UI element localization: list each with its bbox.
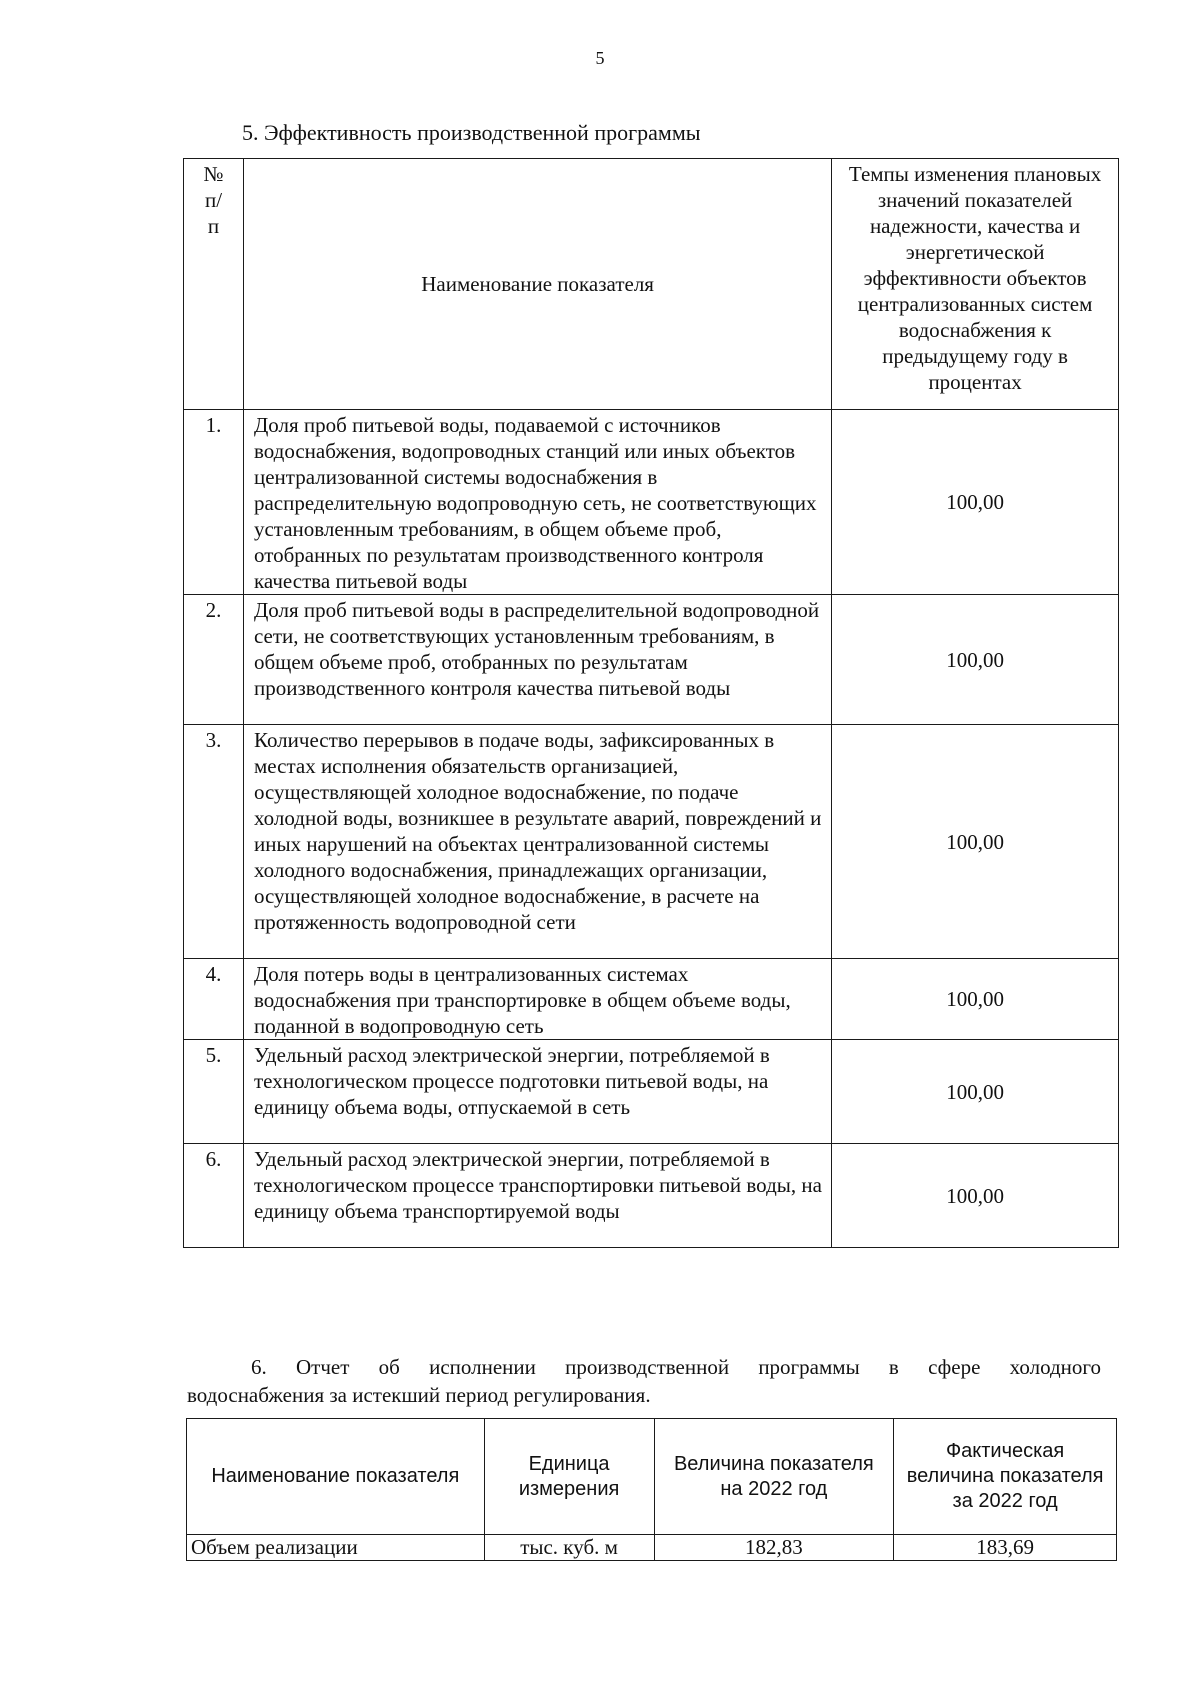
section5-title: 5. Эффективность производственной программы bbox=[242, 120, 701, 145]
row-num: 6. bbox=[184, 1144, 244, 1248]
report-table-header bbox=[187, 1419, 1117, 1535]
header-unit: Единица измерения bbox=[484, 1419, 654, 1535]
report-table bbox=[186, 1418, 1117, 1561]
row-name: Удельный расход электрической энергии, потребляемой в технологическом процессе подготовки питьевой воды, на единицу объема воды, отпускаемой в сеть bbox=[243, 1040, 831, 1144]
header-num: № п/п bbox=[184, 159, 244, 410]
row-plan: 182,83 bbox=[654, 1535, 894, 1561]
table-row bbox=[184, 725, 1119, 959]
row-unit: тыс. куб. м bbox=[484, 1535, 654, 1561]
row-name: Доля проб питьевой воды, подаваемой с источников водоснабжения, водопроводных станций или иных объектов централизованной системы водоснабжения в распределительную водопроводную сеть, не соответствующих установленным требованиям, в общем объеме проб, отобранных по результатам производственного контроля качества питьевой воды bbox=[243, 410, 831, 595]
row-name: Доля потерь воды в централизованных системах водоснабжения при транспортировке в общем объеме воды, поданной в водопроводную сеть bbox=[243, 959, 831, 1040]
table-row bbox=[184, 959, 1119, 1040]
row-value: 100,00 bbox=[832, 595, 1119, 725]
efficiency-table-header bbox=[184, 159, 1119, 410]
table-row bbox=[184, 1040, 1119, 1144]
row-num: 1. bbox=[184, 410, 244, 595]
section6-title-line1: 6. Отчет об исполнении производственной программы в сфере холодного bbox=[251, 1355, 1101, 1379]
row-value: 100,00 bbox=[832, 410, 1119, 595]
table-row bbox=[187, 1535, 1117, 1561]
row-name: Доля проб питьевой воды в распределительной водопроводной сети, не соответствующих установленным требованиям, в общем объеме проб, отобранных по результатам производственного контроля качества питьевой воды bbox=[243, 595, 831, 725]
efficiency-table bbox=[183, 158, 1119, 1248]
row-name: Объем реализации bbox=[187, 1535, 485, 1561]
table-row bbox=[184, 1144, 1119, 1248]
row-name: Количество перерывов в подаче воды, зафиксированных в местах исполнения обязательств организацией, осуществляющей холодное водоснабжение, по подаче холодной воды, возникшее в результате аварий, повреждений и иных нарушений на объектах централизованной системы холодного водоснабжения, принадлежащих организации, осуществляющей холодное водоснабжение, в расчете на протяженность водопроводной сети bbox=[243, 725, 831, 959]
row-value: 100,00 bbox=[832, 1040, 1119, 1144]
row-num: 3. bbox=[184, 725, 244, 959]
row-value: 100,00 bbox=[832, 959, 1119, 1040]
row-num: 2. bbox=[184, 595, 244, 725]
row-actual: 183,69 bbox=[894, 1535, 1117, 1561]
row-num: 4. bbox=[184, 959, 244, 1040]
header-rate: Темпы изменения плановых значений показателей надежности, качества и энергетической эффективности объектов централизованных систем водоснабжения к предыдущему году в процентах bbox=[832, 159, 1119, 410]
section6-title bbox=[187, 1353, 1101, 1409]
row-value: 100,00 bbox=[832, 1144, 1119, 1248]
table-row bbox=[184, 595, 1119, 725]
row-value: 100,00 bbox=[832, 725, 1119, 959]
header-actual: Фактическая величина показателя за 2022 год bbox=[894, 1419, 1117, 1535]
header-name: Наименование показателя bbox=[187, 1419, 485, 1535]
table-row bbox=[184, 410, 1119, 595]
row-name: Удельный расход электрической энергии, потребляемой в технологическом процессе транспортировки питьевой воды, на единицу объема транспортируемой воды bbox=[243, 1144, 831, 1248]
header-plan: Величина показателя на 2022 год bbox=[654, 1419, 894, 1535]
row-num: 5. bbox=[184, 1040, 244, 1144]
section6-title-line2: водоснабжения за истекший период регулирования. bbox=[187, 1383, 651, 1407]
page-number: 5 bbox=[595, 48, 605, 68]
header-name: Наименование показателя bbox=[243, 159, 831, 410]
